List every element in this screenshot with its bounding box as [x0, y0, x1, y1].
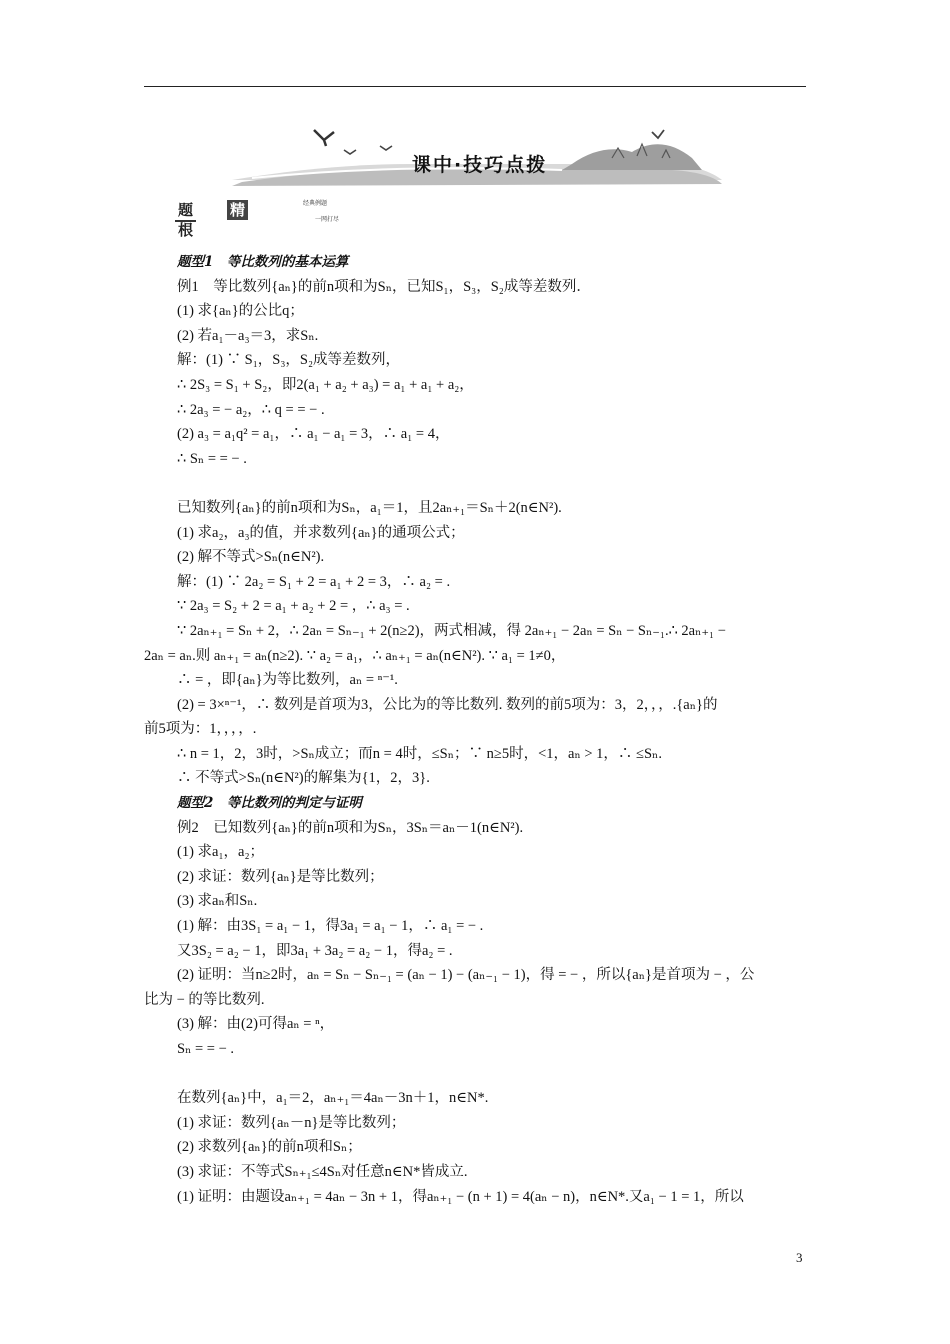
banner-title: 课中·技巧点拨: [412, 154, 548, 176]
text-line: ∴ = ，即{aₙ}为等比数列，aₙ = ⁿ⁻¹.: [177, 672, 398, 689]
text-line: (1) 解：由3S₁ = a₁ − 1，得3a₁ = a₁ − 1，∴ a₁ = − .: [177, 918, 484, 935]
text-line: (3) 求aₙ和Sₙ.: [177, 893, 258, 910]
text-line: Sₙ = = − .: [177, 1041, 234, 1057]
text-line: (3) 解：由(2)可得aₙ = ⁿ，: [177, 1016, 335, 1033]
text-line: (3) 求证：不等式Sₙ₊₁≤4Sₙ对任意n∈N*皆成立.: [177, 1163, 468, 1180]
text-line: ∴ n = 1，2，3时，>Sₙ成立；而n = 4时，≤Sₙ；∵ n≥5时，<1，aₙ > 1，∴ ≤Sₙ.: [177, 745, 662, 762]
text-line: 在数列{aₙ}中，a₁＝2，aₙ₊₁＝4aₙ－3n＋1，n∈N*.: [177, 1090, 489, 1107]
text-line: 已知数列{aₙ}的前n项和为Sₙ，a₁＝1，且2aₙ₊₁＝Sₙ＋2(n∈N²).: [177, 499, 562, 516]
text-line: ∴ Sₙ = = − .: [177, 450, 247, 467]
blank-line: [144, 471, 806, 496]
text-line: 比为 − 的等比数列.: [144, 991, 265, 1008]
text-line: 前5项为：1，，，，.: [144, 721, 257, 738]
text-line: (2) a₃ = a₁q² = a₁，∴ a₁ − a₁ = 3，∴ a₁ = 4，: [177, 426, 450, 443]
text-line: ∴ 2S₃ = S₁ + S₂，即2(a₁ + a₂ + a₃) = a₁ + a₁ + a₂，: [177, 376, 474, 393]
text-line: (2) 求证：数列{aₙ}是等比数列；: [177, 868, 384, 885]
text-line: (2) 解不等式>Sₙ(n∈N²).: [177, 549, 325, 566]
text-line: ∵ 2aₙ₊₁ = Sₙ + 2，∴ 2aₙ = Sₙ₋₁ + 2(n≥2)，两式相减，得 2aₙ₊₁ − 2aₙ = Sₙ − Sₙ₋₁.∴ 2aₙ₊₁ −: [177, 622, 726, 639]
text-line: 又3S₂ = a₂ − 1，即3a₁ + 3a₂ = a₂ − 1，得a₂ = .: [177, 942, 453, 959]
text-line: (1) 求{aₙ}的公比q；: [177, 303, 304, 320]
text-line: 解：(1) ∵ 2a₂ = S₁ + 2 = a₁ + 2 = 3，∴ a₂ = .: [177, 573, 451, 590]
section-heading: 题型1 等比数列的基本运算: [177, 254, 349, 270]
text-line: 解：(1) ∵ S₁，S₃，S₂成等差数列，: [177, 352, 401, 369]
text-line: (1) 求a₁，a₂；: [177, 844, 265, 861]
page-number: 3: [796, 1250, 803, 1265]
text-line: ∵ 2a₃ = S₂ + 2 = a₁ + a₂ + 2 = ，∴ a₃ = .: [177, 598, 410, 615]
text-line: 2aₙ = aₙ.则 aₙ₊₁ = aₙ(n≥2). ∵ a₂ = a₁，∴ aₙ₊₁ = aₙ(n∈N²). ∵ a₁ = 1≠0，: [144, 647, 566, 664]
top-rule: [144, 86, 806, 87]
text-line: (2) 求数列{aₙ}的前n项和Sₙ；: [177, 1139, 362, 1156]
text-line: (2) 若a₁－a₃＝3，求Sₙ.: [177, 327, 319, 344]
text-line: (1) 证明：由题设aₙ₊₁ = 4aₙ − 3n + 1，得aₙ₊₁ − (n + 1) = 4(aₙ − n)，n∈N*.又a₁ − 1 = 1，所以: [177, 1188, 744, 1205]
section-heading: 题型2 等比数列的判定与证明: [177, 795, 362, 812]
tag-label-left: 题根: [175, 200, 196, 222]
text-line: (1) 求证：数列{aₙ－n}是等比数列；: [177, 1114, 406, 1131]
tag-label-right: 精选: [227, 200, 248, 220]
text-line: ∴ 不等式>Sₙ(n∈N²)的解集为{1，2，3}.: [177, 770, 430, 787]
tag-note-1: 经典例题: [303, 200, 328, 207]
text-line: (1) 求a₂，a₃的值，并求数列{aₙ}的通项公式；: [177, 524, 465, 541]
text-line: (2) 证明：当n≥2时，aₙ = Sₙ − Sₙ₋₁ = (aₙ − 1) − (aₙ₋₁ − 1)，得 = − ，所以{aₙ}是首项为 − ，公: [177, 967, 755, 984]
text-line: (2) = 3×ⁿ⁻¹，∴ 数列是首项为3，公比为的等比数列. 数列的前5项为：3，2，，，.{aₙ}的: [177, 696, 718, 713]
document-body: [144, 250, 806, 1209]
text-line: 例2 已知数列{aₙ}的前n项和为Sₙ，3Sₙ＝aₙ－1(n∈N²).: [177, 819, 524, 836]
text-line: ∴ 2a₃ = − a₂，∴ q = = − .: [177, 401, 325, 418]
tag-note-2: 一网打尽: [315, 216, 340, 223]
blank-line: [144, 1062, 806, 1087]
text-line: 例1 等比数列{aₙ}的前n项和为Sₙ，已知S₁，S₃，S₂成等差数列．: [177, 278, 591, 295]
